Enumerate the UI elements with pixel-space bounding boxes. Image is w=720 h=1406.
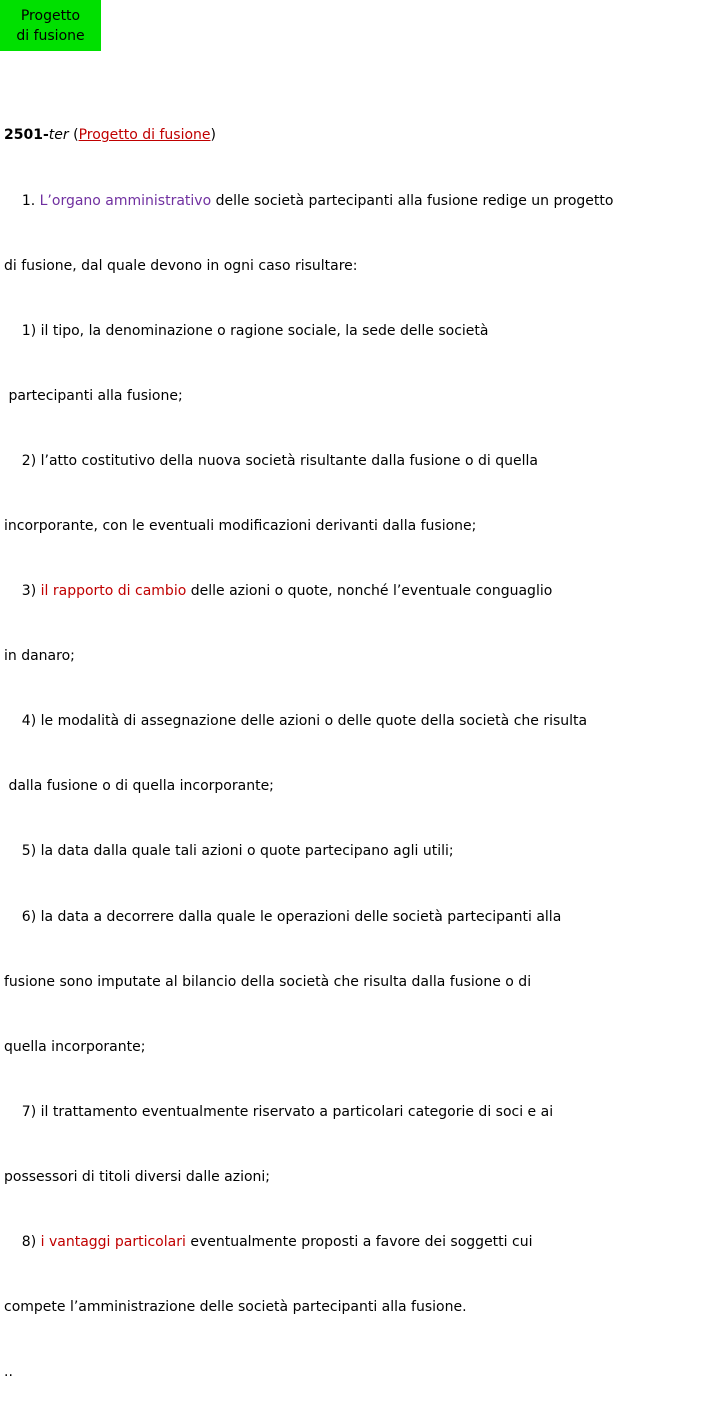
article-number-suffix: ter	[48, 127, 69, 144]
highlight-vantaggi: i vantaggi particolari	[40, 1234, 186, 1250]
paragraph-1-cont: di fusione, dal quale devono in ogni caso risultare:	[4, 257, 358, 274]
article-heading: Progetto di fusione	[78, 127, 211, 144]
item-7-line-1: 7) il trattamento eventualmente riservato a particolari categorie di soci e ai	[4, 1103, 554, 1120]
ellipsis: ..	[4, 1364, 13, 1381]
item-6-line-1: 6) la data a decorrere dalla quale le operazioni delle società partecipanti alla	[4, 908, 562, 925]
item-7-line-2: possessori di titoli diversi dalle azioni;	[4, 1168, 271, 1185]
paragraph-number: 1.	[21, 192, 40, 209]
item-1-line-2: partecipanti alla fusione;	[4, 387, 183, 404]
paragraph-1: 1. L’organo amministrativo delle società partecipanti alla fusione redige un progetto	[21, 192, 614, 209]
item-1-line-1: 1) il tipo, la denominazione o ragione sociale, la sede delle società	[4, 322, 489, 339]
highlight-rapporto-cambio: il rapporto di cambio	[40, 583, 187, 600]
item-3-line-1: 3) il rapporto di cambio delle azioni o quote, nonché l’eventuale conguaglio	[4, 583, 553, 600]
item-6-line-3: quella incorporante;	[4, 1038, 146, 1055]
highlight-organo: L’organo amministrativo	[39, 192, 212, 209]
item-5-line-1: 5) la data dalla quale tali azioni o quote partecipano agli utili;	[4, 843, 454, 860]
item-3-line-2: in danaro;	[4, 648, 75, 665]
article-number: 2501-	[4, 127, 49, 144]
item-6-line-2: fusione sono imputate al bilancio della società che risulta dalla fusione o di	[4, 973, 532, 990]
title-line-1: Progetto	[20, 7, 81, 24]
article-heading-line: 2501-ter (Progetto di fusione)	[4, 127, 216, 144]
item-4-line-1: 4) le modalità di assegnazione delle azioni o delle quote della società che risulta	[4, 713, 588, 730]
title-box	[0, 0, 101, 51]
title-line-2: di fusione	[16, 27, 85, 44]
item-2-line-1: 2) l’atto costitutivo della nuova società risultante dalla fusione o di quella	[4, 452, 538, 469]
item-8-line-2: compete l’amministrazione delle società partecipanti alla fusione.	[4, 1299, 467, 1316]
item-8-line-1: 8) i vantaggi particolari eventualmente proposti a favore dei soggetti cui	[4, 1234, 533, 1250]
item-4-line-2: dalla fusione o di quella incorporante;	[4, 778, 274, 795]
item-2-line-2: incorporante, con le eventuali modificazioni derivanti dalla fusione;	[4, 517, 477, 534]
article-text	[4, 82, 716, 1406]
